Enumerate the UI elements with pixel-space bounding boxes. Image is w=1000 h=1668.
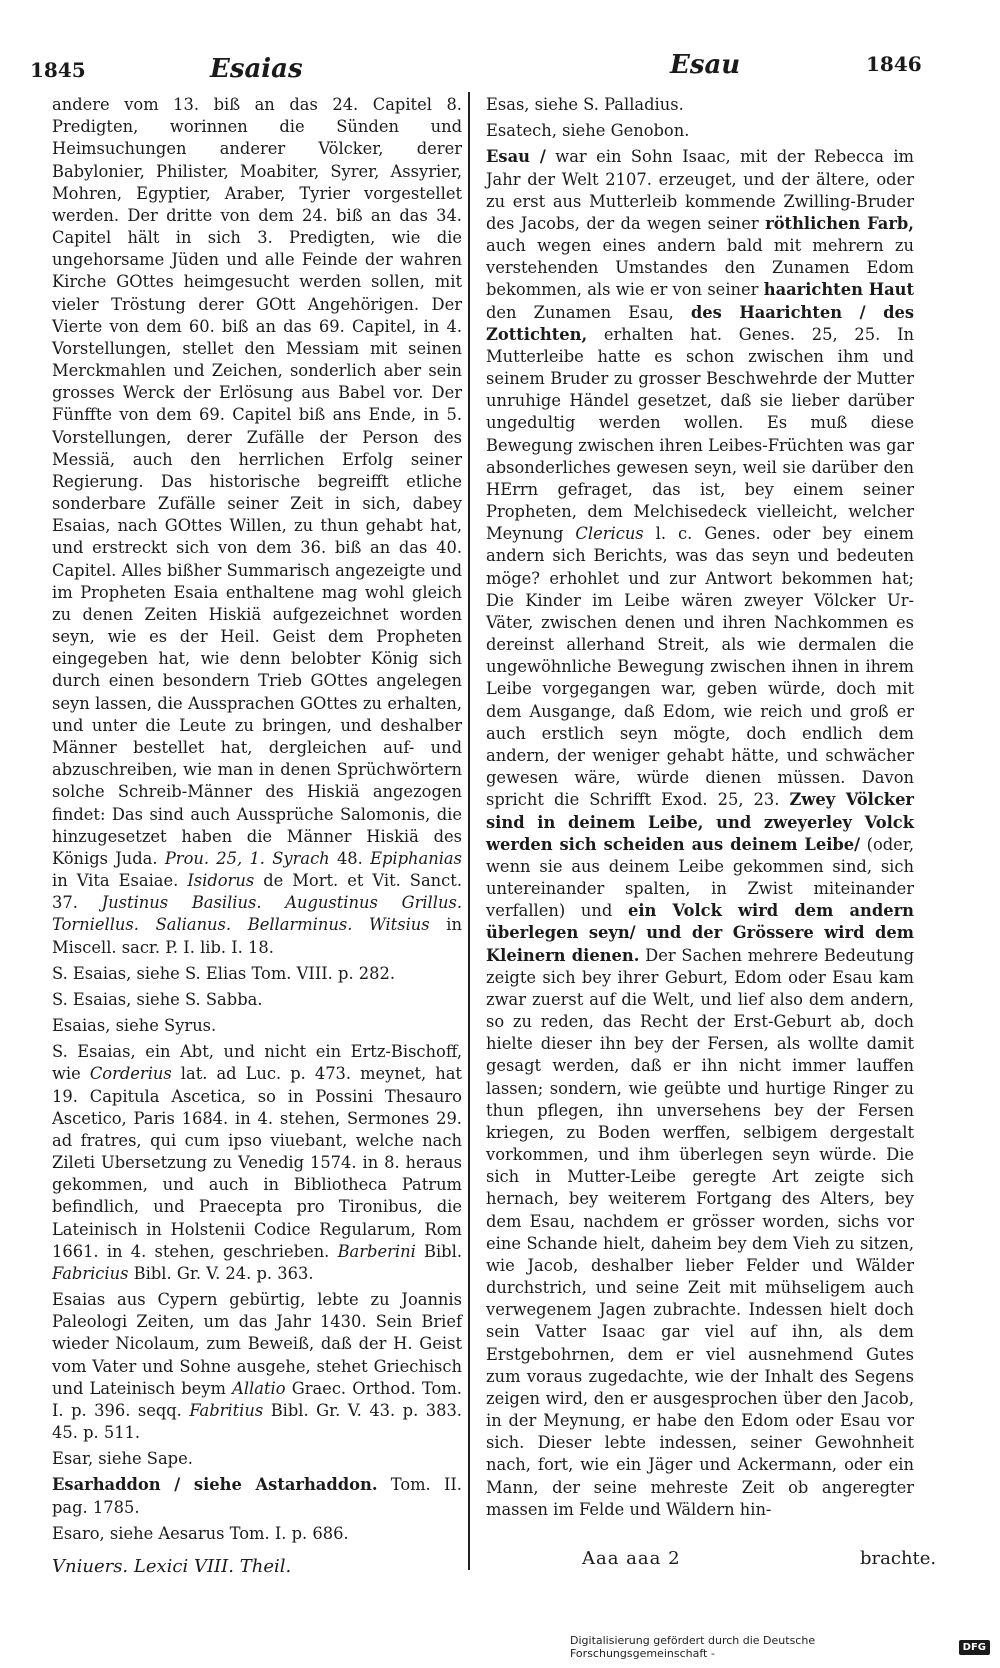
- entry-esaias-continued: andere vom 13. biß an das 24. Capitel 8. Predigten, worinnen die Sünden und Heimsuchungen anderer Völcker, derer Babylonier, Philister, Moabiter, Syrer, Assyrier, Mohren, Egyptier, Araber, Tyrier vorgestellet werden. Der dritte von dem 24. biß an das 34. Capitel hält in sich 3. Predigten, wie die ungehorsame Jüden und alle Feinde der wahren Kirche GOttes heimgesucht werden sollen, mit vieler Tröstung derer GOtt Angehörigen. Der Vierte von dem 60. biß an das 69. Capitel, in 4. Vorstellungen, stellet den Messiam mit seinen Merckmahlen und Zeichen, sonderlich aber sein grosses Werck der Erlösung aus Babel vor. Der Fünffte von dem 69. Capitel biß ans Ende, in 5. Vorstellungen, derer Zufälle der Person des Messiä, auch den herrlichen Erfolg seiner Regierung. Das historische begreifft etliche sonderbare Zufälle seiner Zeit in sich, dabey Esaias, nach GOttes Willen, zu thun gehabt hat, und erstreckt sich von dem 36. biß an das 40. Capitel. Alles bißher Summarisch angezeigte und im Propheten Esaia enthaltene mag wohl gleich zu denen Zeiten Hiskiä aufgezeichnet worden seyn, wie es der Heil. Geist dem Propheten eingegeben hat, wie denn belobter König sich durch einen besondern Trieb GOttes angelegen seyn lassen, die Aussprachen GOttes zu erhalten, und unter die Leute zu bringen, und deshalber Männer bestellet hat, dergleichen auf- und abzuschreiben, wie man in denen Sprüchwörtern solche Schreib-Männer des Hiskiä angezogen findet: Das sind auch Aussprüche Salomonis, die hinzugesetzet haben die Männer Hiskiä des Königs Juda. Prou. 25, 1. Syrach 48. Epiphanias in Vita Esaiae. Isidorus de Mort. et Vit. Sanct. 37. Justinus Basilius. Augustinus Grillus. Torniellus. Salianus. Bellarminus. Witsius in Miscell. sacr. P. I. lib. I. 18.: [52, 95, 462, 957]
- left-page-number: 1845: [30, 58, 86, 82]
- entry-s-esaias-sabba: S. Esaias, siehe S. Sabba.: [52, 989, 263, 1009]
- entry-esaro: Esaro, siehe Aesarus Tom. I. p. 686.: [52, 1523, 349, 1543]
- entry-esatech: Esatech, siehe Genobon.: [486, 121, 690, 141]
- entry-esau: Esau / war ein Sohn Isaac, mit der Rebecca im Jahr der Welt 2107. erzeuget, und der ältere, oder zu erst aus Mutterleib kommende Zwilling-Bruder des Jacobs, der da wegen seiner röthlichen Farb, auch wegen eines andern bald mit mehrern zu verstehenden Umstandes den Zunamen Edom bekommen, als wie er von seiner haarichten Haut den Zunamen Esau, des Haarichten / des Zottichten, erhalten hat. Genes. 25, 25. In Mutterleibe hatte es schon zwischen ihm und seinem Bruder zu grosser Beschwehrde der Mutter unruhige Händel gesetzet, daß sie lieber darüber ungedultig werden wollen. Es muß diese Bewegung zwischen ihren Leibes-Früchten was gar absonderliches gewesen seyn, weil sie darüber den HErrn gefraget, das ist, bey einem seiner Propheten, dem Melchisedeck vielleicht, welcher Meynung Clericus l. c. Genes. oder bey einem andern sich Berichts, was das seyn und bedeuten möge? erhohlet und zur Antwort bekommen hat; Die Kinder im Leibe wären zweyer Völcker Ur-Väter, zwischen denen und ihren Nachkommen es dereinst allerhand Streit, als wie dermalen die ungewöhnliche Bewegung zwischen ihnen in ihrem Leibe vorgegangen war, geben würde, doch mit dem Ausgange, daß Edom, wie reich und groß er auch erstlich seyn mögte, doch endlich dem andern, der weniger gehabt hätte, und schwächer gewesen wäre, würde dienen müssen. Davon spricht die Schrifft Exod. 25, 23. Zwey Völcker sind in deinem Leibe, und zweyerley Volck werden sich scheiden aus deinem Leibe/ (oder, wenn sie aus deinem Leibe gekommen sind, sich untereinander spalten, in Zwist miteinander verfallen) und ein Volck wird dem andern überlegen seyn/ und der Grössere wird dem Kleinern dienen. Der Sachen mehrere Bedeutung zeigte sich bey ihrer Geburt, Edom oder Esau kam zwar zuerst auf die Welt, und lief also dem andern, so zu reden, das Recht der Erst-Geburt ab, doch hielte dieser ihn bey der Fersen, als wollte damit gesagt werden, daß er ihn nicht immer lauffen lassen; sondern, wie geübte und hurtige Ringer zu thun pflegen, ihn unversehens bey der Fersen kriegen, zu Boden werffen, selbigem dergestalt vorkommen, und ihm überlegen seyn würde. Die sich in Mutter-Leibe geregte Art zeigte sich hernach, bey weiterem Fortgang des Alters, bey dem Esau, nachdem er grösser worden, sichs vor eine Schande hielt, daheim bey dem Vieh zu sitzen, wie Jacob, deshalber lieber Felder und Wälder durchstrich, und seine Zeit mit mühseligem auch verwegenem Jagen zubrachte. Indessen hielt doch sein Vatter Isaac gar viel auf ihn, als dem Erstgebohrnen, dem er viel ausnehmend Gutes zum voraus zugedachte, wie der Inhalt des Segens zeigen wird, den er ausgesprochen über den Jacob, in der Meynung, er habe den Edom oder Esau vor sich. Dieser lebte indessen, seiner Gewohnheit nach, fort, wie ein Jäger und Ackermann, oder ein Mann, der seine mehreste Zeit ob angeregter massen im Felde und Wäldern hin-: [486, 147, 915, 1519]
- right-column: [486, 94, 914, 1521]
- left-running-head: Esaias: [210, 54, 303, 84]
- entry-esarhaddon: Esarhaddon / siehe Astarhaddon. Tom. II. pag. 1785.: [52, 1475, 462, 1517]
- column-divider: [468, 92, 470, 1570]
- entry-esar: Esar, siehe Sape.: [52, 1449, 193, 1469]
- entry-esaias-cypern: Esaias aus Cypern gebürtig, lebte zu Joannis Paleologi Zeiten, um das Jahr 1430. Sein Brief wieder Nicolaum, zum Beweiß, daß der H. Geist vom Vater und Sohne ausgehe, stehet Griechisch und Lateinisch beym Allatio Graec. Orthod. Tom. I. p. 396. seqq. Fabritius Bibl. Gr. V. 43. p. 383. 45. p. 511.: [52, 1290, 462, 1443]
- dfg-logo-icon: DFG: [959, 1640, 990, 1655]
- right-running-head: Esau: [670, 50, 741, 80]
- entry-esas: Esas, siehe S. Palladius.: [486, 95, 684, 114]
- entry-s-esaias-elias: S. Esaias, siehe S. Elias Tom. VIII. p. 282.: [52, 963, 396, 983]
- credit-text: Digitalisierung gefördert durch die Deutsche Forschungsgemeinschaft -: [570, 1634, 816, 1660]
- volume-footer: Vniuers. Lexici VIII. Theil.: [52, 1556, 292, 1577]
- page-header: [30, 44, 922, 84]
- digitization-credit: [570, 1636, 990, 1658]
- entry-esaias-syrus: Esaias, siehe Syrus.: [52, 1016, 217, 1036]
- signature-mark: Aaa aaa 2: [582, 1548, 681, 1569]
- left-column: [52, 94, 462, 1545]
- right-page-number: 1846: [866, 52, 922, 76]
- entry-s-esaias-abt: S. Esaias, ein Abt, und nicht ein Ertz-Bischoff, wie Corderius lat. ad Luc. p. 473. meynet, hat 19. Capitula Ascetica, so in Possini Thesauro Ascetico, Paris 1684. in 4. stehen, Sermones 29. ad fratres, qui cum ipso viuebant, welche nach Zileti Ubersetzung zu Venedig 1574. in 8. heraus gekommen, und auch in Bibliotheca Patrum befindlich, und Praecepta pro Tironibus, die Lateinisch in Holstenii Codice Regularum, Rom 1661. in 4. stehen, geschrieben. Barberini Bibl. Fabricius Bibl. Gr. V. 24. p. 363.: [52, 1042, 462, 1283]
- catchword: brachte.: [860, 1548, 937, 1569]
